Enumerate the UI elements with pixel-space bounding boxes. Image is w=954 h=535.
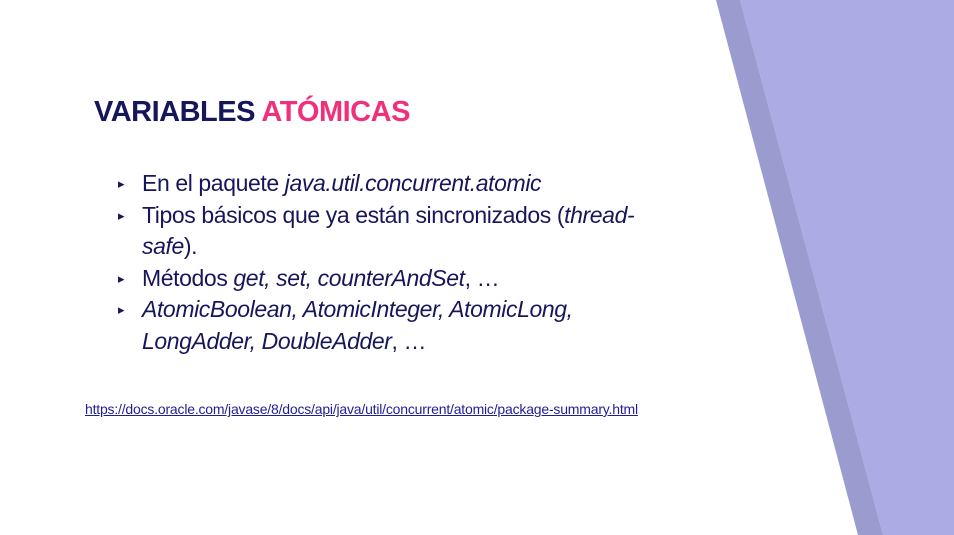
bullet-italic-text: java.util.concurrent.atomic <box>284 170 542 196</box>
bullet-italic-text: AtomicBoolean, AtomicInteger, AtomicLong, LongAdder, DoubleAdder <box>142 296 573 354</box>
bullet-marker-icon: ▸ <box>118 270 125 286</box>
bullet-text: En el paquete <box>142 170 285 196</box>
bullet-item <box>118 263 678 295</box>
documentation-link[interactable]: https://docs.oracle.com/javase/8/docs/api/java/util/concurrent/atomic/package-summary.html <box>85 401 638 417</box>
bullet-text: Tipos básicos que ya están sincronizados ( <box>142 201 565 228</box>
bullet-list <box>118 168 678 357</box>
bullet-tail: , … <box>391 327 427 354</box>
bullet-tail: , … <box>464 264 500 291</box>
bullet-marker-icon: ▸ <box>118 302 125 317</box>
bullet-marker-icon: ▸ <box>118 176 125 191</box>
bullet-item <box>118 294 678 357</box>
bullet-item <box>118 168 678 200</box>
bullet-italic-text: thread-safe <box>142 201 635 259</box>
slide-title <box>94 96 410 129</box>
bullet-marker-icon: ▸ <box>118 207 125 223</box>
bullet-text: Métodos <box>142 264 234 291</box>
bullet-tail: ). <box>183 233 198 259</box>
title-part-dark: VARIABLES <box>94 96 255 128</box>
bullet-item <box>118 200 678 263</box>
title-part-accent: ATÓMICAS <box>261 96 410 128</box>
bullet-italic-text: get, set, counterAndSet <box>233 264 465 291</box>
